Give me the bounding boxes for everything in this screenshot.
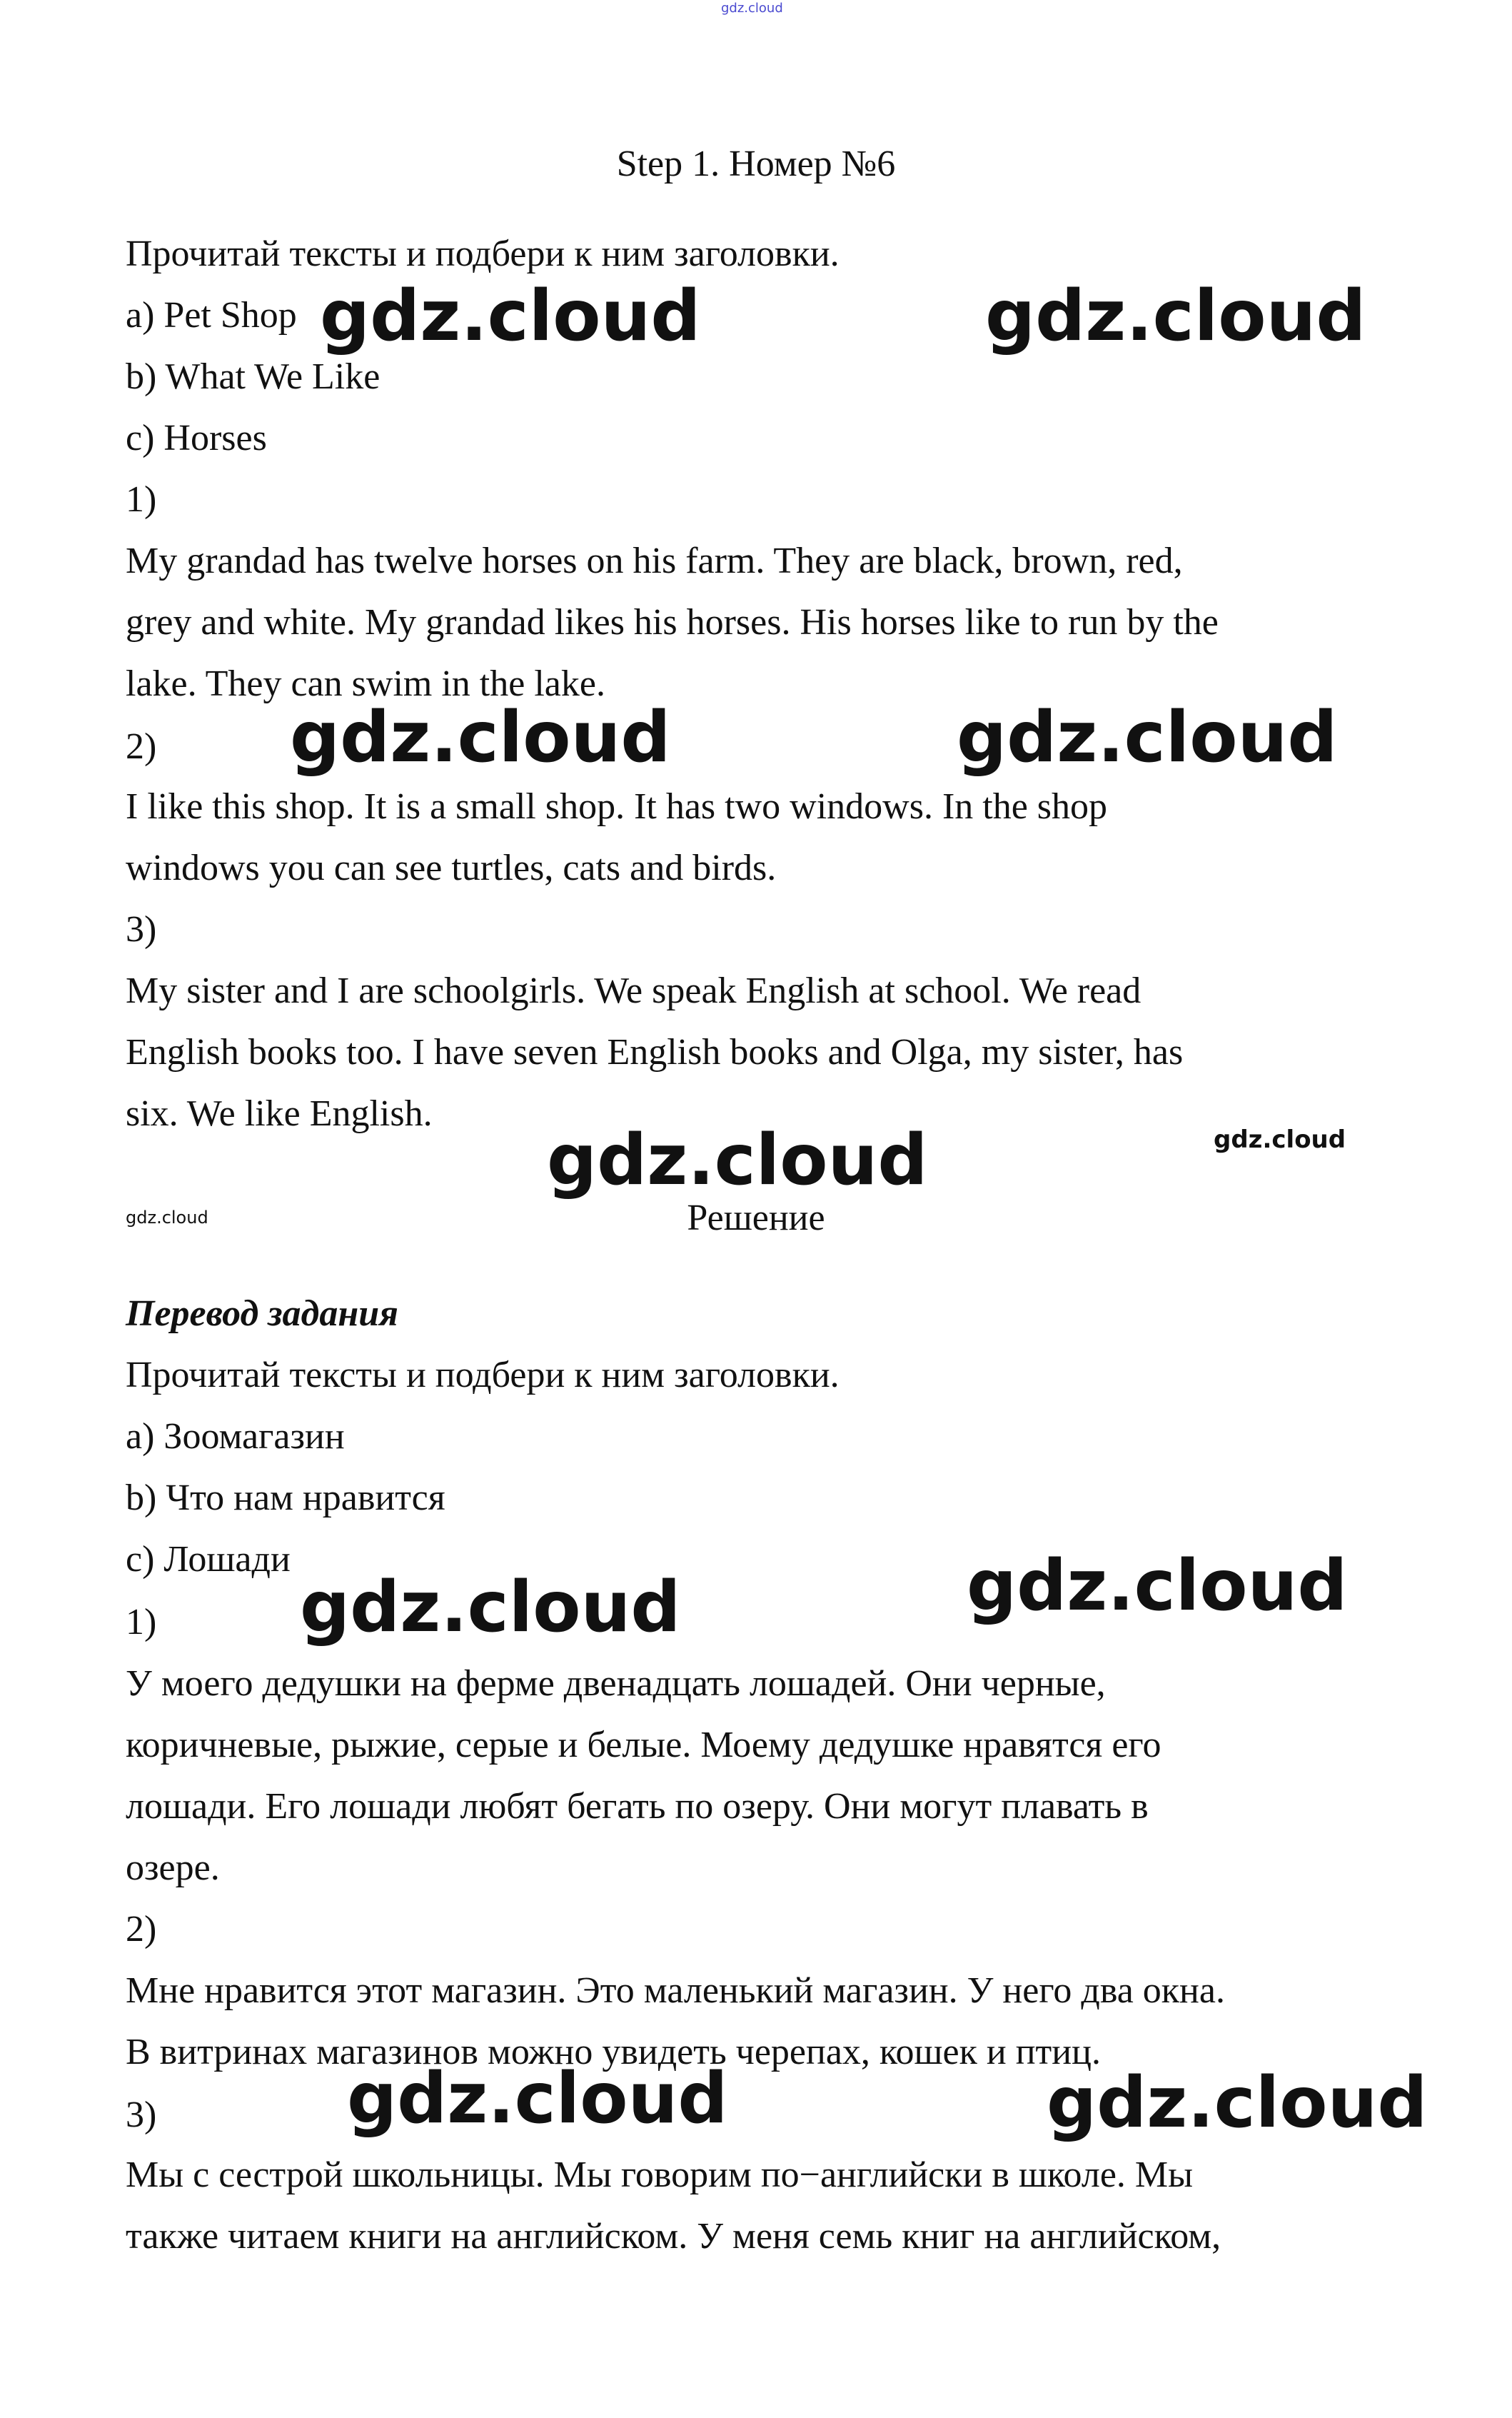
translation-text-1-line-1: У моего дедушки на ферме двенадцать лошадей. Они черные, — [126, 1663, 1106, 1704]
page-title: Step 1. Номер №6 — [616, 144, 896, 184]
watermark-6: gdz.cloud — [1214, 1125, 1346, 1154]
watermark-4: gdz.cloud — [957, 697, 1338, 778]
translation-text-3-line-1: Мы с сестрой школьницы. Мы говорим по−английски в школе. Мы — [126, 2154, 1194, 2195]
translation-option-a: a) Зоомагазин — [126, 1416, 345, 1457]
task-text-3-line-1: My sister and I are schoolgirls. We speak English at school. We read — [126, 970, 1141, 1011]
task-text-1-line-2: grey and white. My grandad likes his horses. His horses like to run by the — [126, 602, 1219, 643]
translation-text-2-number: 2) — [126, 1909, 157, 1950]
translation-text-2-line-2: В витринах магазинов можно увидеть черепах, кошек и птиц. — [126, 2032, 1101, 2072]
watermark-5: gdz.cloud — [547, 1120, 928, 1201]
watermark-3: gdz.cloud — [290, 697, 671, 778]
watermark-11: gdz.cloud — [1047, 2062, 1428, 2144]
task-text-3-line-2: English books too. I have seven English books and Olga, my sister, has — [126, 1032, 1184, 1073]
task-option-b: b) What We Like — [126, 356, 380, 397]
translation-option-c: c) Лошади — [126, 1539, 291, 1580]
watermark-1: gdz.cloud — [320, 276, 701, 357]
task-option-a: a) Pet Shop — [126, 295, 297, 336]
task-text-1-number: 1) — [126, 479, 157, 520]
translation-text-3-number: 3) — [126, 2095, 157, 2135]
watermark-2: gdz.cloud — [985, 276, 1366, 357]
translation-text-1-line-3: лошади. Его лошади любят бегать по озеру. Они могут плавать в — [126, 1786, 1149, 1827]
watermark-9: gdz.cloud — [300, 1567, 681, 1648]
translation-text-2-line-1: Мне нравится этот магазин. Это маленький магазин. У него два окна. — [126, 1970, 1225, 2011]
translation-text-1-line-2: коричневые, рыжие, серые и белые. Моему дедушке нравятся его — [126, 1725, 1161, 1765]
translation-instruction: Прочитай тексты и подбери к ним заголовки. — [126, 1355, 840, 1395]
task-option-c: c) Horses — [126, 418, 267, 458]
solution-heading: Решение — [687, 1198, 825, 1238]
translation-text-1-line-4: озере. — [126, 1847, 220, 1888]
task-text-3-number: 3) — [126, 909, 157, 950]
task-text-3-line-3: six. We like English. — [126, 1093, 433, 1134]
translation-option-b: b) Что нам нравится — [126, 1478, 445, 1518]
translation-text-1-number: 1) — [126, 1602, 157, 1642]
task-instruction: Прочитай тексты и подбери к ним заголовки. — [126, 234, 840, 274]
watermark-7: gdz.cloud — [126, 1208, 208, 1228]
translation-text-3-line-2: также читаем книги на английском. У меня семь книг на английском, — [126, 2216, 1221, 2257]
task-text-2-line-2: windows you can see turtles, cats and birds. — [126, 848, 777, 888]
task-text-1-line-3: lake. They can swim in the lake. — [126, 663, 605, 704]
watermark-10: gdz.cloud — [347, 2058, 728, 2139]
task-text-2-line-1: I like this shop. It is a small shop. It has two windows. In the shop — [126, 786, 1108, 827]
translation-heading: Перевод задания — [126, 1293, 398, 1334]
watermark-8: gdz.cloud — [967, 1545, 1348, 1627]
task-text-1-line-1: My grandad has twelve horses on his farm. They are black, brown, red, — [126, 541, 1183, 581]
task-text-2-number: 2) — [126, 726, 157, 767]
watermark-top: gdz.cloud — [721, 1, 783, 16]
